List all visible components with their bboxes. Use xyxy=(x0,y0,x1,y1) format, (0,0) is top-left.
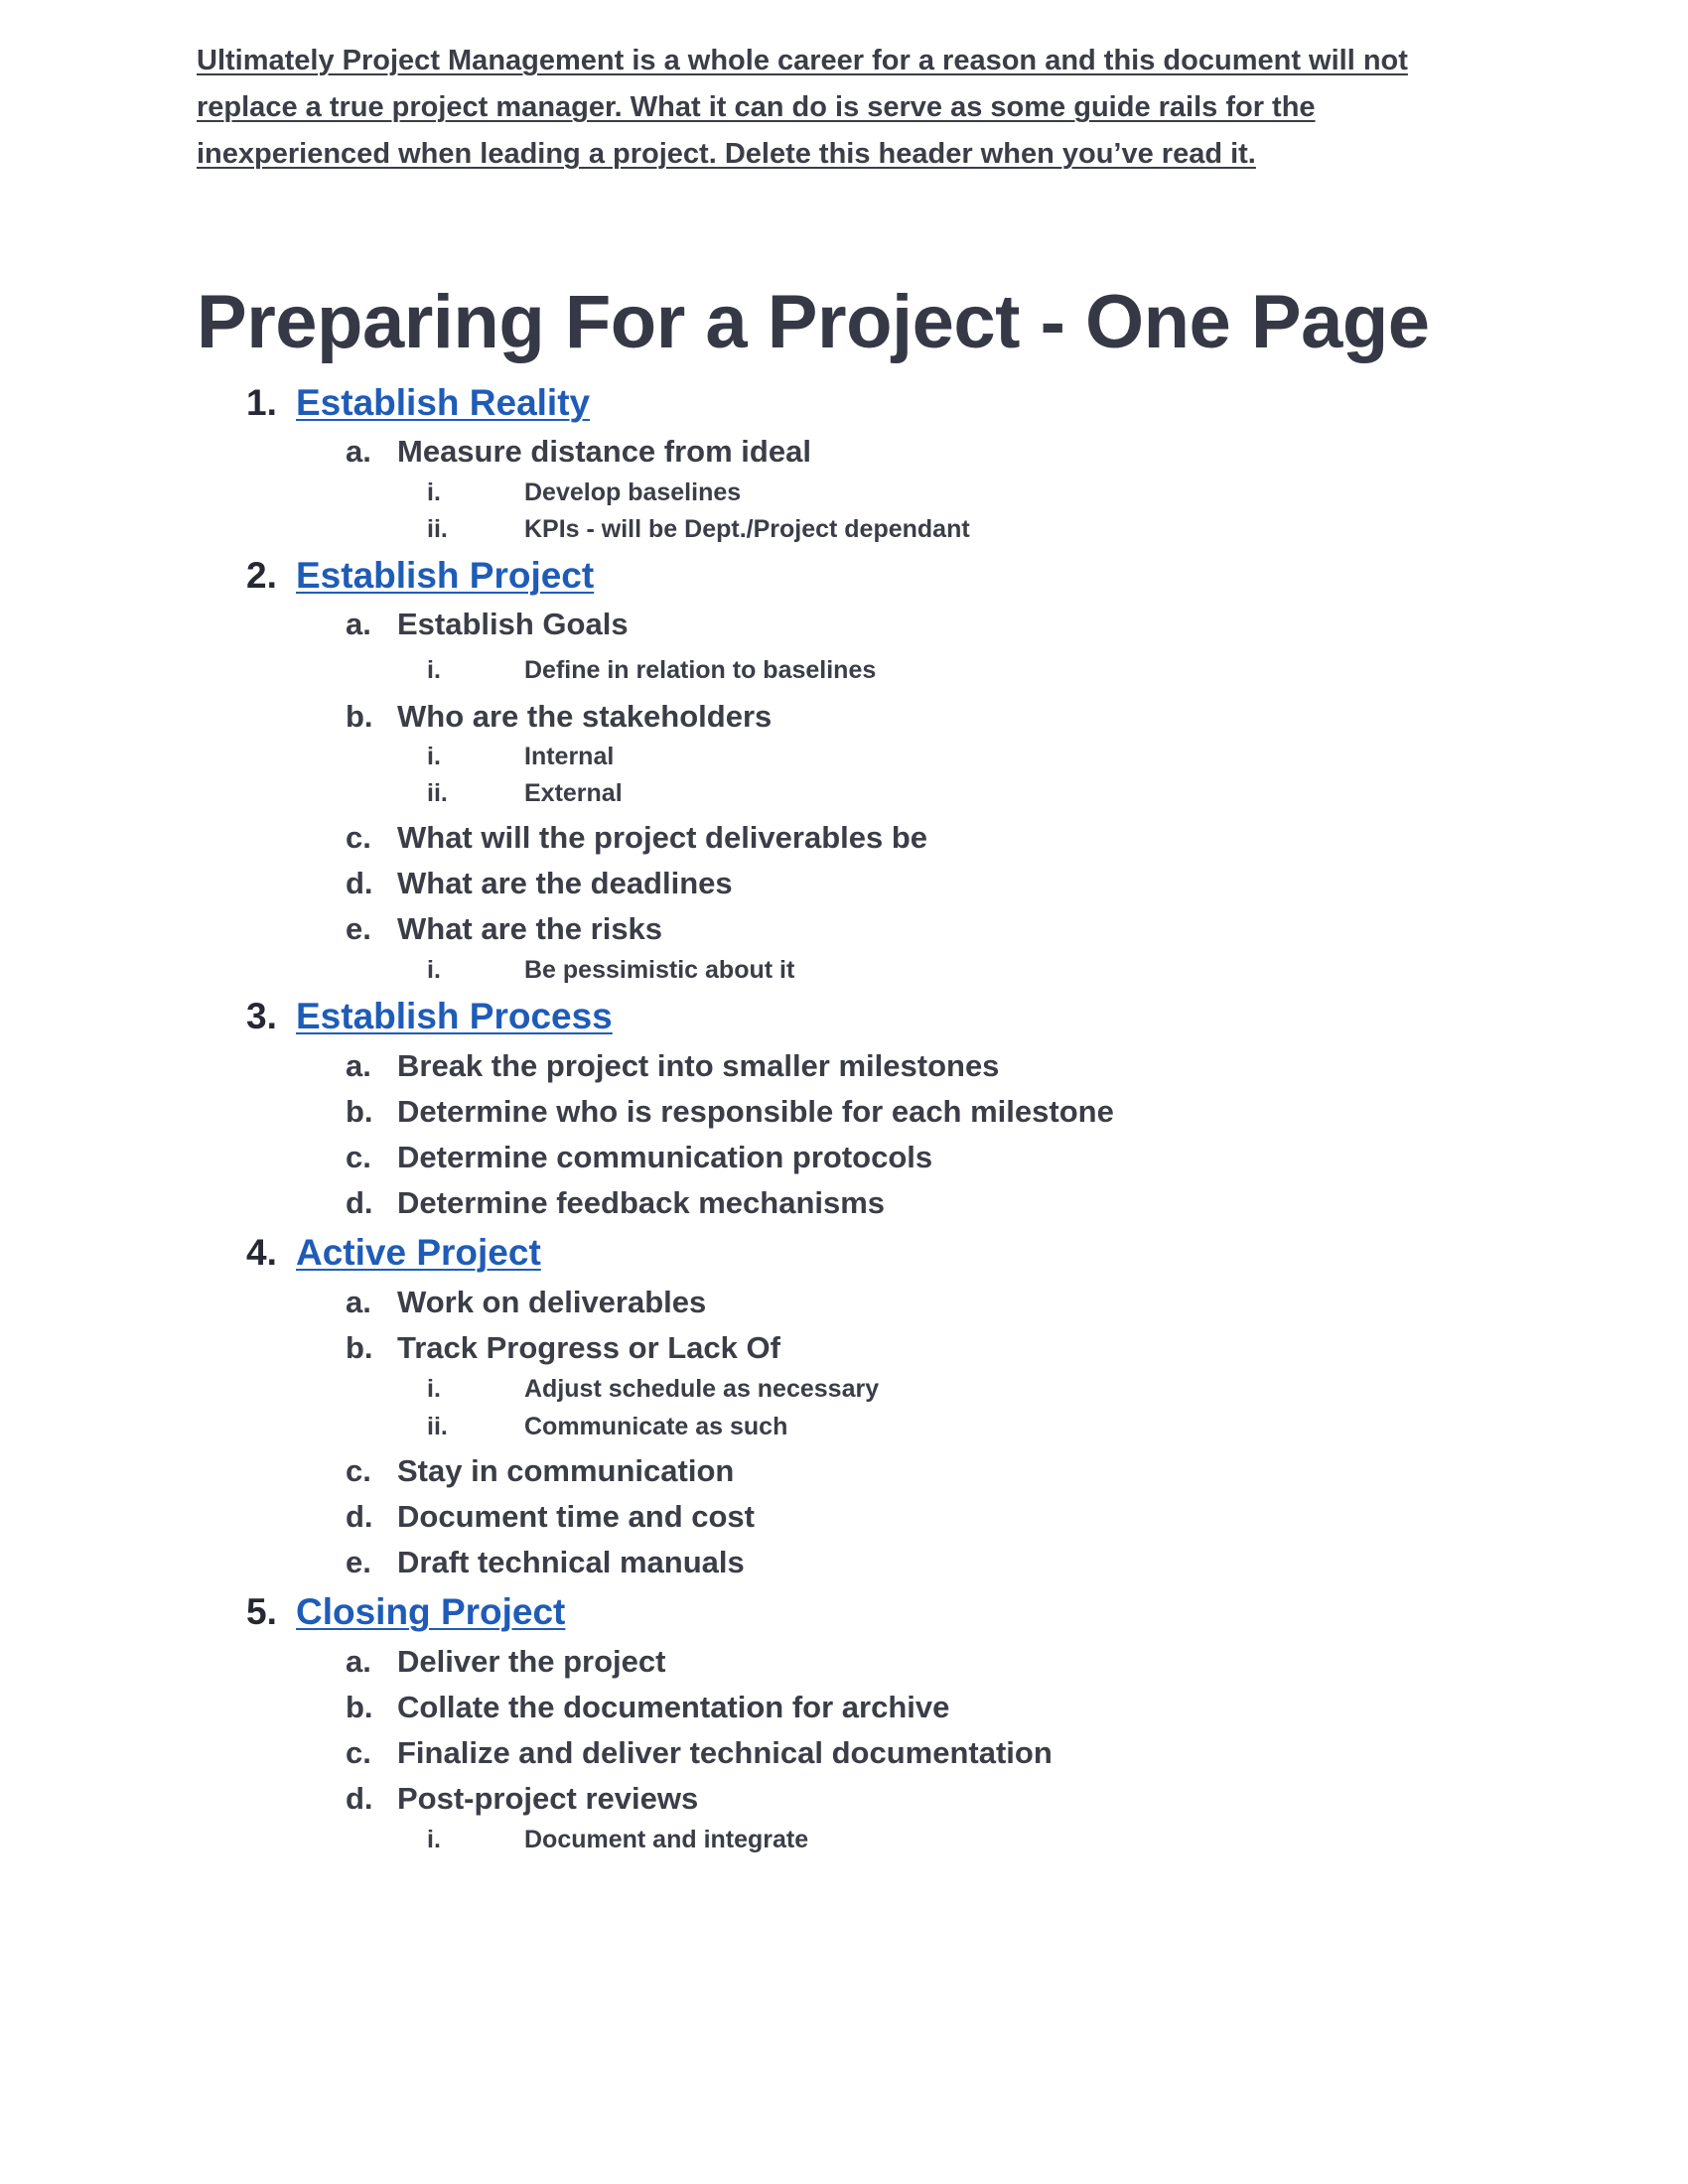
item-text: Finalize and deliver technical documentation xyxy=(397,1735,1053,1770)
list-item xyxy=(346,695,772,739)
item-text: Track Progress or Lack Of xyxy=(397,1330,780,1365)
sub-list-item xyxy=(427,1371,879,1407)
section-heading xyxy=(246,552,594,600)
list-item xyxy=(346,603,629,646)
list-item xyxy=(346,1731,1053,1775)
item-text: Work on deliverables xyxy=(397,1285,707,1319)
section-number: 5. xyxy=(246,1591,277,1632)
section-heading xyxy=(246,379,590,427)
item-text: What will the project deliverables be xyxy=(397,820,928,855)
item-letter: c. xyxy=(346,820,371,855)
item-text: Collate the documentation for archive xyxy=(397,1690,950,1724)
list-item xyxy=(346,816,927,860)
item-letter: c. xyxy=(346,1140,371,1174)
section-link-establish-reality[interactable]: Establish Reality xyxy=(296,382,591,423)
section-link-closing-project[interactable]: Closing Project xyxy=(296,1591,566,1632)
list-item xyxy=(346,1495,755,1539)
item-text: Break the project into smaller milestones xyxy=(397,1048,1000,1083)
list-item xyxy=(346,1181,885,1225)
section-link-active-project[interactable]: Active Project xyxy=(296,1232,541,1273)
list-item xyxy=(346,862,733,905)
item-text: Measure distance from ideal xyxy=(397,434,811,469)
item-letter: a. xyxy=(346,434,371,469)
header-note: Ultimately Project Management is a whole career for a reason and this document will not replace a true project manager. What it can do is serve as some guide rails for the inexperienced when leading a project. Delete this header when you’ve read it. xyxy=(197,45,1408,170)
item-text: Determine communication protocols xyxy=(397,1140,933,1174)
sub-item-text: Adjust schedule as necessary xyxy=(524,1375,880,1403)
item-letter: d. xyxy=(346,1499,373,1534)
sub-item-numeral: i. xyxy=(427,656,441,684)
item-letter: d. xyxy=(346,1185,373,1220)
section-number: 1. xyxy=(246,382,277,423)
item-letter: b. xyxy=(346,1094,373,1129)
list-item xyxy=(346,1640,665,1684)
sub-item-text: Develop baselines xyxy=(524,478,742,506)
item-letter: b. xyxy=(346,1330,373,1365)
page-title: Preparing For a Project - One Page xyxy=(197,280,1430,364)
sub-item-numeral: ii. xyxy=(427,779,448,807)
sub-item-text: KPIs - will be Dept./Project dependant xyxy=(524,515,970,543)
sub-list-item xyxy=(427,739,614,774)
sub-item-numeral: ii. xyxy=(427,1413,448,1440)
sub-item-numeral: i. xyxy=(427,1375,441,1403)
list-item xyxy=(346,1136,932,1179)
item-text: Who are the stakeholders xyxy=(397,699,773,734)
sub-list-item xyxy=(427,511,970,547)
sub-item-text: Internal xyxy=(524,743,615,770)
item-letter: d. xyxy=(346,1781,373,1816)
sub-list-item xyxy=(427,775,623,811)
item-text: What are the deadlines xyxy=(397,866,733,900)
sub-list-item xyxy=(427,952,794,988)
item-text: Stay in communication xyxy=(397,1453,735,1488)
item-letter: a. xyxy=(346,607,371,641)
section-heading xyxy=(246,993,613,1040)
section-number: 4. xyxy=(246,1232,277,1273)
item-text: Determine feedback mechanisms xyxy=(397,1185,886,1220)
list-item xyxy=(346,1326,780,1370)
list-item xyxy=(346,1449,734,1493)
section-number: 3. xyxy=(246,996,277,1036)
sub-item-text: Define in relation to baselines xyxy=(524,656,877,684)
item-letter: b. xyxy=(346,699,373,734)
item-text: What are the risks xyxy=(397,911,663,946)
list-item xyxy=(346,1541,745,1584)
list-item xyxy=(346,907,662,951)
item-letter: a. xyxy=(346,1285,371,1319)
item-letter: a. xyxy=(346,1048,371,1083)
section-heading xyxy=(246,1588,565,1636)
sub-item-text: Communicate as such xyxy=(524,1413,788,1440)
list-item xyxy=(346,1044,999,1088)
item-letter: e. xyxy=(346,911,371,946)
sub-list-item xyxy=(427,1822,808,1857)
item-text: Deliver the project xyxy=(397,1644,666,1679)
item-letter: a. xyxy=(346,1644,371,1679)
item-text: Establish Goals xyxy=(397,607,629,641)
item-letter: b. xyxy=(346,1690,373,1724)
list-item xyxy=(346,1686,949,1729)
item-letter: e. xyxy=(346,1545,371,1579)
item-text: Document time and cost xyxy=(397,1499,755,1534)
section-link-establish-process[interactable]: Establish Process xyxy=(296,996,613,1036)
list-item xyxy=(346,1281,706,1324)
sub-list-item xyxy=(427,1409,787,1444)
list-item xyxy=(346,1777,698,1821)
sub-item-numeral: ii. xyxy=(427,515,448,543)
list-item xyxy=(346,430,811,474)
section-link-establish-project[interactable]: Establish Project xyxy=(296,555,595,596)
sub-item-numeral: i. xyxy=(427,956,441,984)
sub-item-text: Document and integrate xyxy=(524,1826,809,1853)
sub-item-text: Be pessimistic about it xyxy=(524,956,795,984)
item-letter: c. xyxy=(346,1735,371,1770)
sub-list-item xyxy=(427,475,741,510)
section-number: 2. xyxy=(246,555,277,596)
sub-item-numeral: i. xyxy=(427,478,441,506)
sub-item-numeral: i. xyxy=(427,1826,441,1853)
item-text: Post-project reviews xyxy=(397,1781,699,1816)
list-item xyxy=(346,1090,1114,1134)
item-text: Determine who is responsible for each milestone xyxy=(397,1094,1114,1129)
item-letter: d. xyxy=(346,866,373,900)
sub-list-item xyxy=(427,652,876,688)
item-text: Draft technical manuals xyxy=(397,1545,745,1579)
section-heading xyxy=(246,1229,541,1277)
sub-item-text: External xyxy=(524,779,623,807)
item-letter: c. xyxy=(346,1453,371,1488)
sub-item-numeral: i. xyxy=(427,743,441,770)
